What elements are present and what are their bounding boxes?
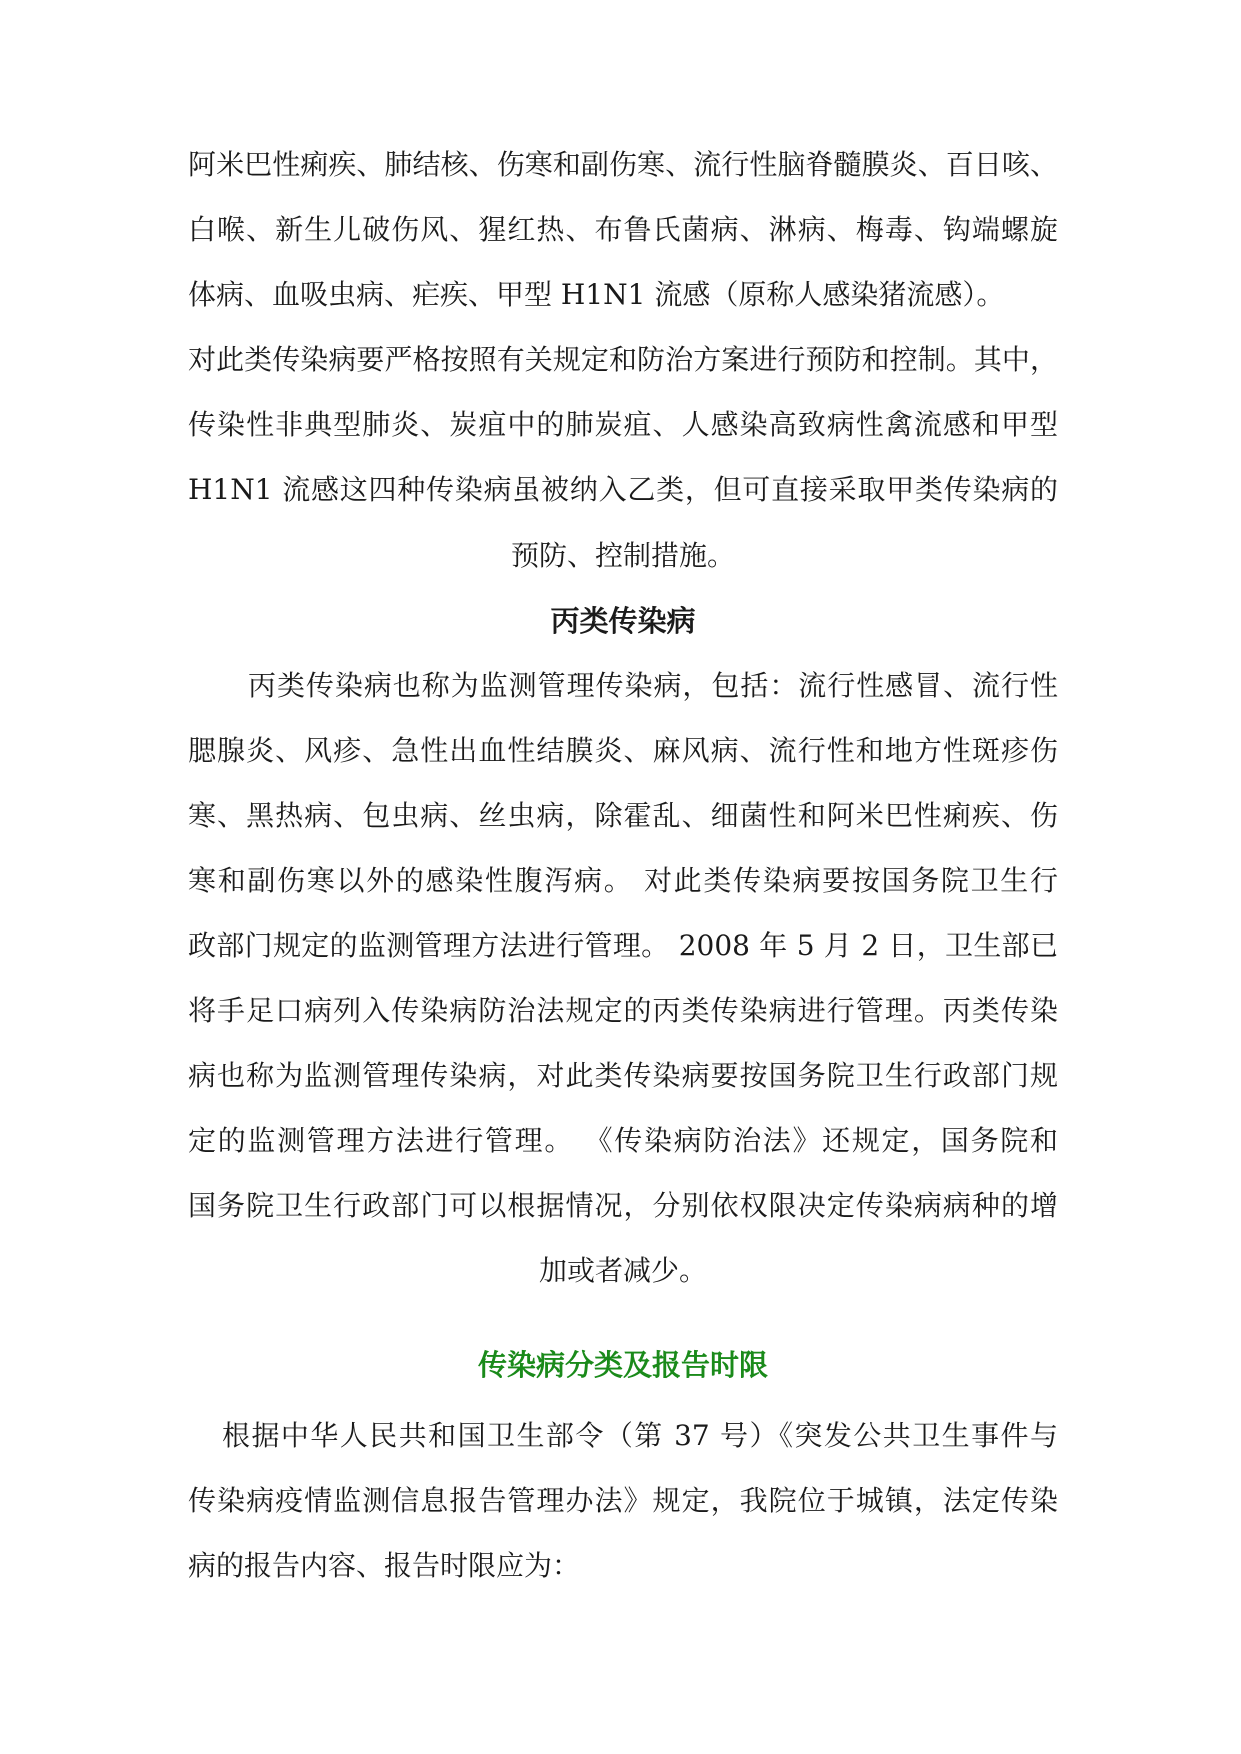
paragraph-line: 寒和副伤寒以外的感染性腹泻病。 对此类传染病要按国务院卫生行 [188,864,1058,897]
paragraph-line: 寒、黑热病、包虫病、丝虫病，除霍乱、细菌性和阿米巴性痢疾、伤 [188,799,1058,832]
paragraph-line: 传染病疫情监测信息报告管理办法》规定，我院位于城镇，法定传染 [188,1484,1058,1517]
paragraph-line: 将手足口病列入传染病防治法规定的丙类传染病进行管理。丙类传染 [188,994,1058,1027]
section-heading-report: 传染病分类及报告时限 [477,1348,768,1382]
paragraph-line: H1N1 流感这四种传染病虽被纳入乙类，但可直接采取甲类传染病的 [188,473,1058,506]
paragraph-line: 加或者减少。 [538,1254,707,1287]
paragraph-line: 根据中华人民共和国卫生部令（第 37 号）《突发公共卫生事件与 [222,1419,1058,1452]
paragraph-line: 体病、血吸虫病、疟疾、甲型 H1N1 流感（原称人感染猪流感）。 [188,278,1005,311]
paragraph-line: 定的监测管理方法进行管理。 《传染病防治法》还规定，国务院和 [188,1124,1058,1157]
paragraph-line: 丙类传染病也称为监测管理传染病，包括：流行性感冒、流行性 [248,669,1058,702]
paragraph-line: 病的报告内容、报告时限应为： [188,1549,581,1582]
paragraph-line: 政部门规定的监测管理方法进行管理。 2008 年 5 月 2 日，卫生部已 [188,929,1058,962]
section-heading-class-c: 丙类传染病 [550,604,696,638]
paragraph-line: 国务院卫生行政部门可以根据情况，分别依权限决定传染病病种的增 [188,1189,1058,1222]
paragraph-line: 预防、控制措施。 [510,539,735,572]
paragraph-line: 白喉、新生儿破伤风、猩红热、布鲁氏菌病、淋病、梅毒、钩端螺旋 [188,213,1058,246]
paragraph-line: 阿米巴性痢疾、肺结核、伤寒和副伤寒、流行性脑脊髓膜炎、百日咳、 [188,148,1058,181]
paragraph-line: 传染性非典型肺炎、炭疽中的肺炭疽、人感染高致病性禽流感和甲型 [188,408,1058,441]
paragraph-line: 腮腺炎、风疹、急性出血性结膜炎、麻风病、流行性和地方性斑疹伤 [188,734,1058,767]
paragraph-line: 病也称为监测管理传染病，对此类传染病要按国务院卫生行政部门规 [188,1059,1058,1092]
paragraph-line: 对此类传染病要严格按照有关规定和防治方案进行预防和控制。其中， [188,343,1058,376]
